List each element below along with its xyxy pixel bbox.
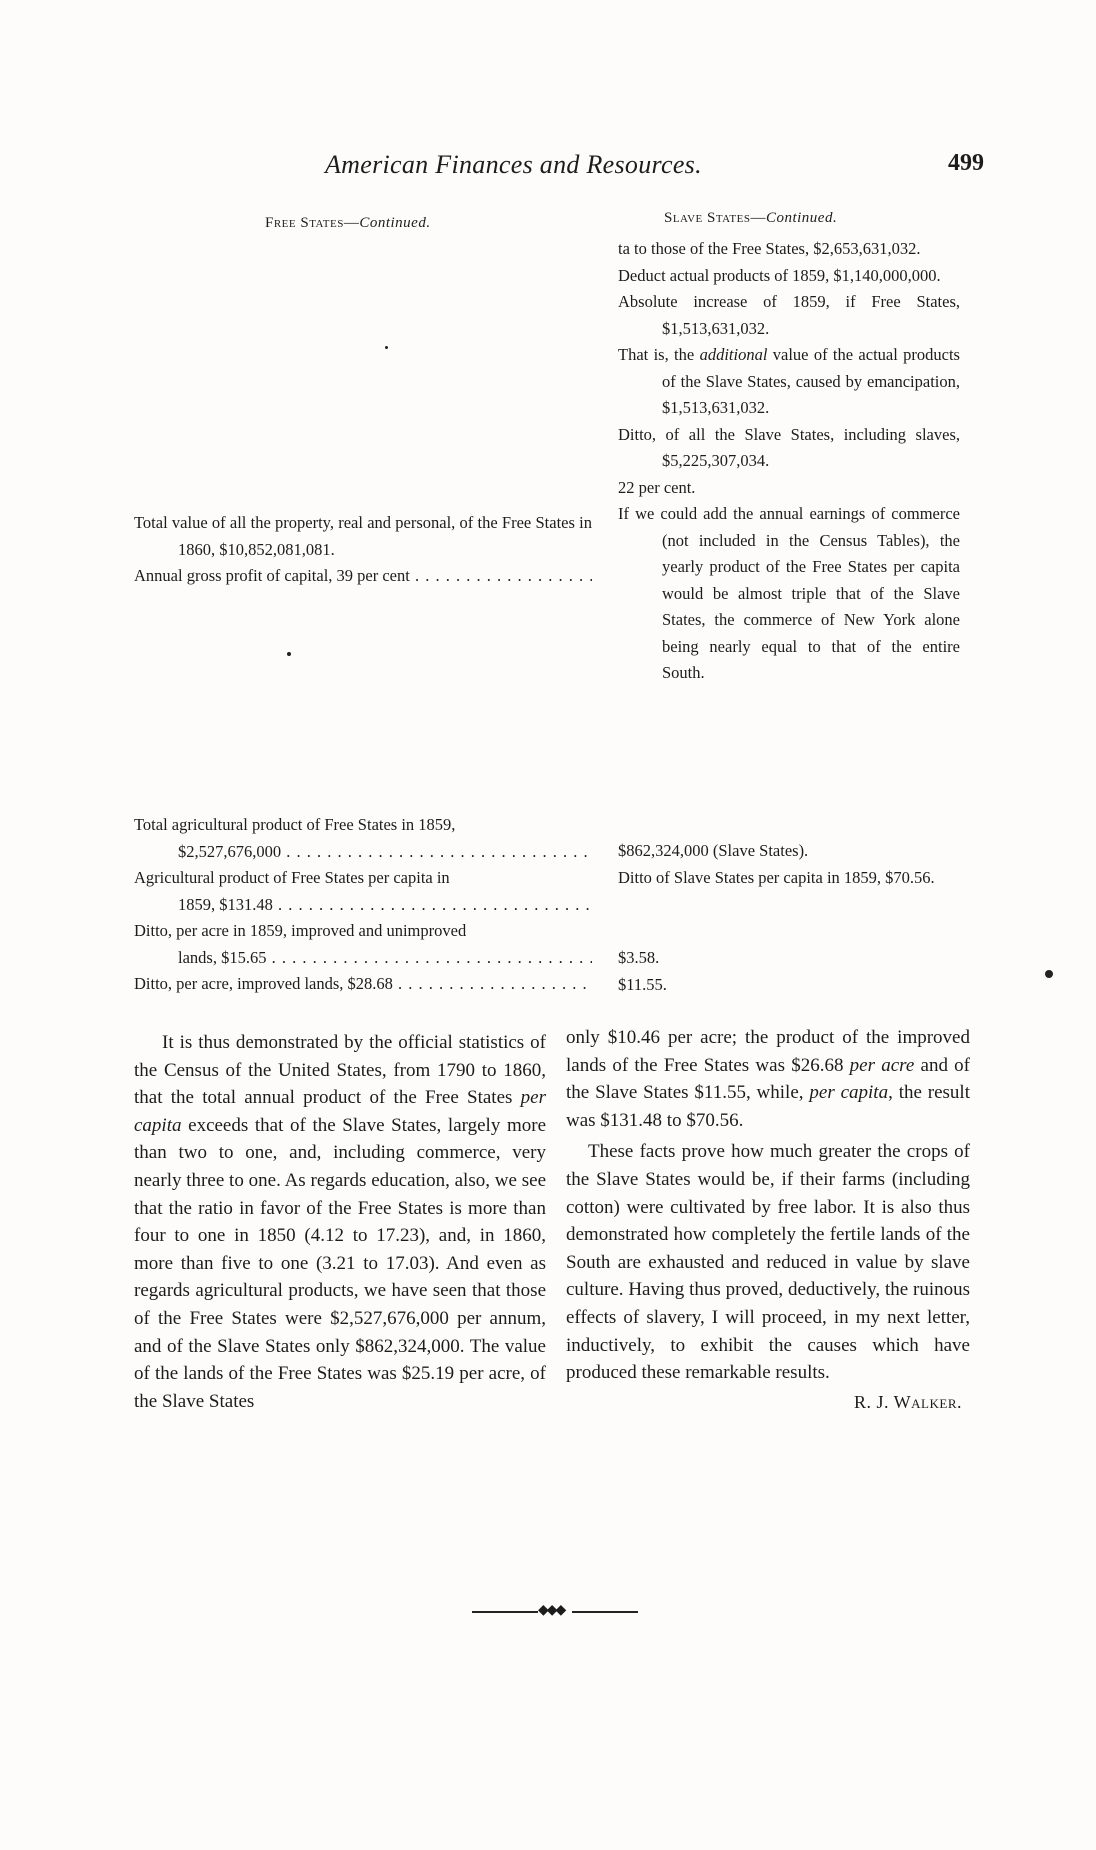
body-paragraph-1-cont	[566, 1024, 970, 1134]
free-states-agri-per-capita	[134, 865, 592, 918]
free-states-agri-total-value: $2,527,676,000 . . .	[134, 839, 592, 866]
p1c-em-per-acre: per acre	[849, 1054, 915, 1076]
emancipation-post: value of the actual products of the Slave States, caused by emancipation, $1,513,631,032.	[662, 345, 960, 417]
body-paragraph-1	[134, 1029, 546, 1415]
author-signature: R. J. Walker.	[853, 1391, 962, 1412]
ornament-diamonds-icon: ◆◆◆	[538, 1603, 565, 1618]
free-states-property-block	[134, 510, 592, 590]
p1-em-per-capita: per capita	[134, 1087, 546, 1136]
slave-states-entry-ratio: ta to those of the Free States, $2,653,631,032.	[618, 239, 921, 258]
p1-text-a: It is thus demonstrated by the official statistics of the Census of the United States, from 1790 to 1860, that the total annual product of the Free States	[134, 1032, 546, 1109]
free-states-per-acre-all-line: Ditto, per acre in 1859, improved and unimproved	[134, 921, 467, 940]
free-states-agri-total-line: Total agricultural product of Free States in 1859,	[134, 815, 456, 834]
slave-states-entry-deduct: Deduct actual products of 1859, $1,140,000,000.	[618, 265, 941, 285]
free-states-agri-per-capita-value: 1859, $131.48 . . .	[134, 892, 592, 919]
free-states-per-acre-improved: Ditto, per acre, improved lands, $28.68 . . .	[134, 971, 592, 998]
slave-states-entry-profit: 22 per cent.	[618, 477, 696, 497]
free-states-per-acre-all	[134, 918, 592, 971]
free-states-capital-profit: Annual gross profit of capital, 39 per cent . . .	[134, 563, 592, 590]
ornament-rule-left	[472, 1611, 538, 1613]
free-states-property-total: Total value of all the property, real and personal, of the Free States in 1860, $10,852,081,081.	[134, 513, 592, 559]
body-column-left	[134, 1029, 546, 1415]
stray-mark	[1045, 970, 1053, 978]
running-header-title: American Finances and Resources.	[325, 150, 702, 179]
slave-states-entry-emancipation	[618, 342, 960, 422]
slave-states-heading-continued: Continued.	[765, 210, 838, 226]
body-column-right	[566, 1024, 970, 1416]
slave-states-per-acre-improved: $11.55.	[618, 974, 667, 994]
slave-states-entry-increase: Absolute increase of 1859, if Free States, $1,513,631,032.	[618, 292, 960, 338]
slave-states-per-acre-all: $3.58.	[618, 948, 660, 967]
page-number: 499	[948, 150, 984, 176]
emancipation-em: additional	[699, 345, 768, 364]
stray-mark	[385, 346, 388, 349]
emancipation-pre: That is, the	[618, 345, 700, 364]
free-states-per-acre-all-value: lands, $15.65 . . .	[134, 945, 592, 972]
slave-states-acre-values	[618, 945, 960, 998]
free-states-heading	[265, 215, 431, 232]
slave-states-heading	[664, 210, 837, 227]
p1c-text-c: , the result was $131.48 to $70.56.	[566, 1082, 970, 1131]
free-states-heading-caps: Free States—	[265, 215, 360, 231]
slave-states-calculation-block	[618, 236, 960, 687]
p1c-em-per-capita: per capita	[809, 1082, 889, 1104]
free-states-agri-total	[134, 812, 592, 865]
body-paragraph-2: These facts prove how much greater the crops of the Slave States would be, if their farms (including cotton) were cultivated by free labor. It is also thus demonstrated how completely the fertile lands of the South are exhausted and reduced in value by slave culture. Having thus proved, deductively, the ruinous effects of slavery, I will proceed, in my next letter, inductively, to exhibit the causes which have produced these remarkable results.	[566, 1141, 970, 1384]
p1-text-b: exceeds that of the Slave States, largely more than two to one, and, including commerce, very nearly three to one. As regards education, also, we see that the ratio in favor of the Free States is more than four to one in 1850 (4.12 to 17.23), and, in 1860, more than five to one (3.21 to 17.03). And even as regards agricultural products, we have seen that those of the Free States were $2,527,676,000 per annum, and of the Slave States only $862,324,000. The value of the lands of the Free States was $25.19 per acre, of the Slave States	[134, 1114, 546, 1412]
slave-states-agri-per-capita: Ditto of Slave States per capita in 1859, $70.56.	[618, 867, 935, 887]
p1c-text-a: only $10.46 per acre; the product of the improved lands of the Free States was $26.68	[566, 1027, 970, 1076]
slave-states-heading-caps: Slave States—	[664, 210, 766, 226]
free-states-agri-per-capita-line: Agricultural product of Free States per capita in	[134, 868, 450, 887]
stray-mark	[287, 652, 291, 656]
slave-states-entry-commerce-note: If we could add the annual earnings of commerce (not included in the Census Tables), the yearly product of the Free States per capita would be almost triple that of the Slave States, the commerce of New York alone being nearly equal to that of the entire South.	[618, 504, 960, 682]
slave-states-agriculture-block	[618, 838, 960, 891]
free-states-agriculture-block	[134, 812, 592, 998]
p1c-text-b: and of the Slave States $11.55, while,	[566, 1054, 970, 1104]
free-states-heading-continued: Continued.	[359, 215, 431, 231]
slave-states-entry-property: Ditto, of all the Slave States, including slaves, $5,225,307,034.	[618, 424, 960, 470]
slave-states-agri-total: $862,324,000 (Slave States).	[618, 841, 809, 860]
ornament-rule-right	[572, 1611, 638, 1613]
